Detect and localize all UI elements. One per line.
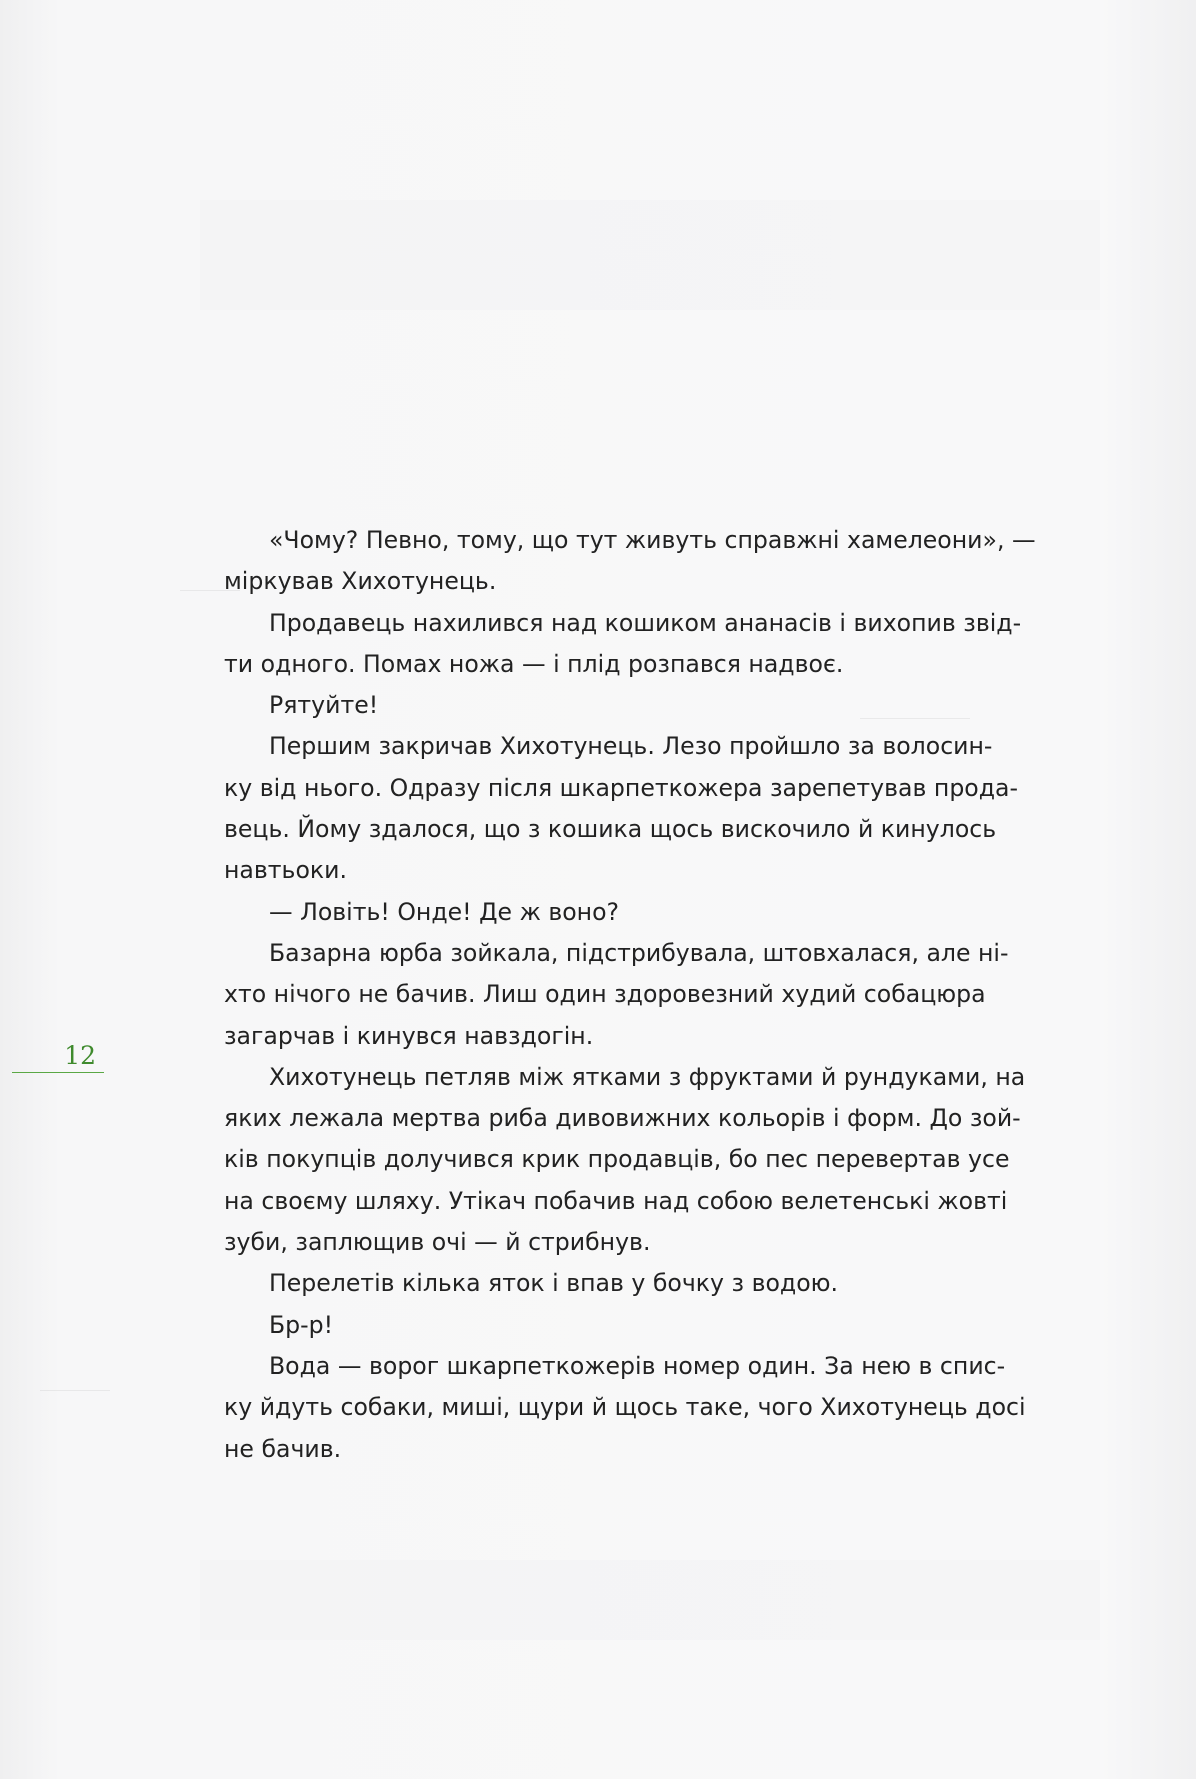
paragraph: Вода — ворог шкарпеткожерів номер один. За нею в спис- ку йдуть собаки, миші, щури й щось таке, чого Хихотунець досі не бачив. <box>224 1351 1026 1463</box>
paragraph: «Чому? Певно, тому, що тут живуть справжні хамелеони», — міркував Хихотунець. <box>224 526 1036 596</box>
show-through-area-bottom <box>200 1560 1100 1640</box>
show-through-area-top <box>200 200 1100 310</box>
body-text <box>224 520 1092 1470</box>
paragraph: Бр-р! <box>269 1310 334 1339</box>
paragraph: Хихотунець петляв між ятками з фруктами й рундуками, на яких лежала мертва риба дивовижних кольорів і форм. До зой- ків покупців долучився крик продавців, бо пес перевертав усе на своєму шляху. Утікач побачив над собою велетенські жовті зуби, заплющив очі — й стрибнув. <box>224 1062 1026 1257</box>
paragraph: Продавець нахилився над кошиком ананасів і вихопив звід- ти одного. Помах ножа — і плід розпався надвоє. <box>224 608 1022 678</box>
page-mark <box>40 1390 110 1391</box>
page-number: 12 <box>64 1041 96 1070</box>
paragraph: — Ловіть! Онде! Де ж воно? <box>269 897 620 926</box>
paragraph: Базарна юрба зойкала, підстрибувала, штовхалася, але ні- хто нічого не бачив. Лиш один здоровезний худий собацюра загарчав і кинувся навздогін. <box>224 938 1009 1050</box>
page-number-marker <box>12 1042 104 1073</box>
paragraph: Перелетів кілька яток і впав у бочку з водою. <box>269 1269 839 1298</box>
paragraph: Першим закричав Хихотунець. Лезо пройшло за волосин- ку від нього. Одразу після шкарпеткожера зарепетував прода- вець. Йому здалося, що з кошика щось вискочило й кинулось навтьоки. <box>224 732 1019 885</box>
paragraph: Рятуйте! <box>269 691 379 720</box>
